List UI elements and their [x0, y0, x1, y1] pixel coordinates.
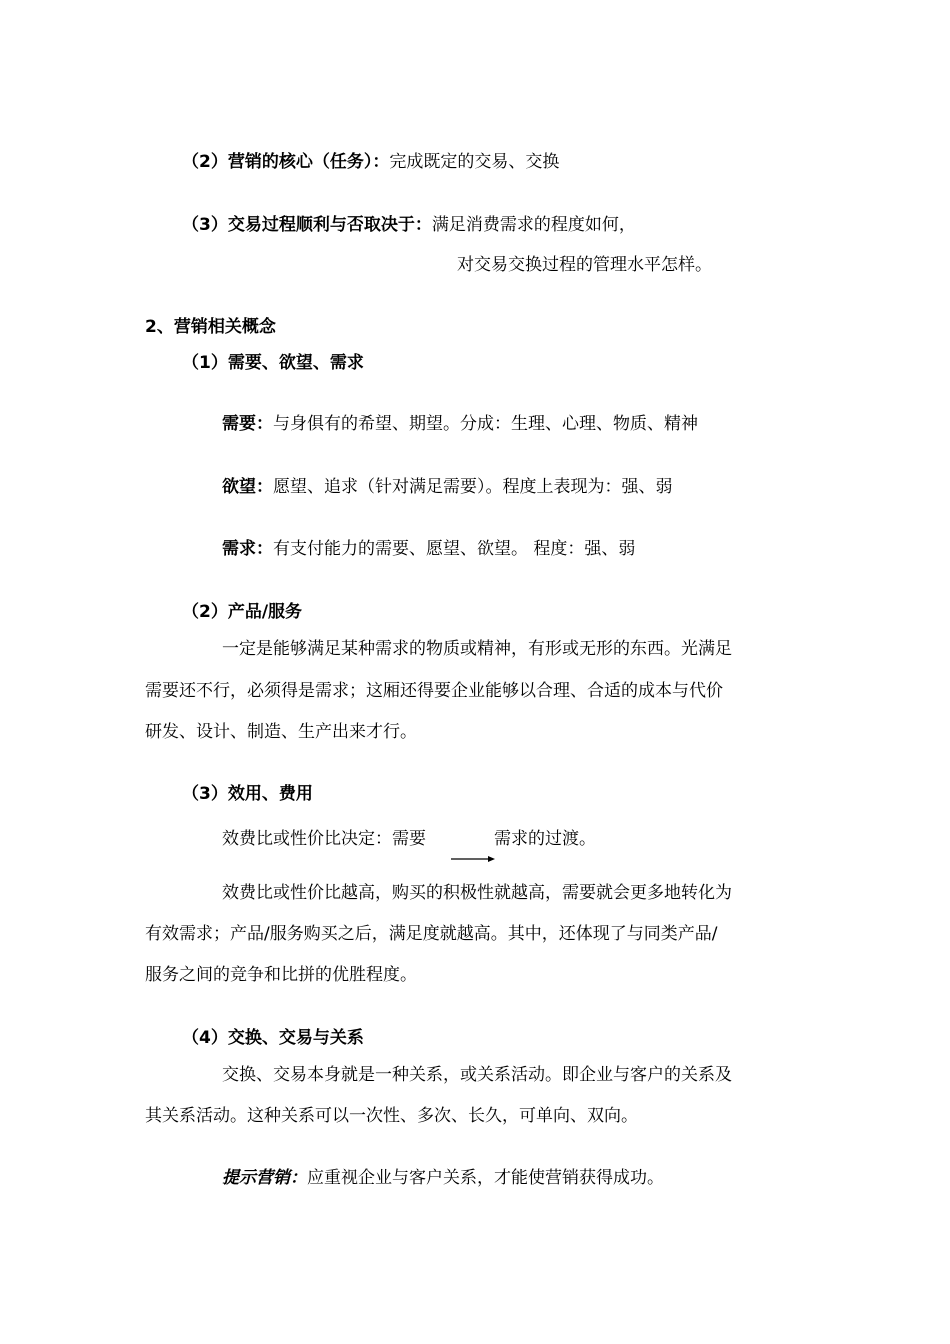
demand-term: 需求：	[222, 539, 273, 559]
sub3-para-line-2: 有效需求；产品/服务购买之后，满足度就越高。其中，还体现了与同类产品/	[145, 924, 718, 944]
item-3	[182, 213, 636, 237]
section-2-heading: 2、营销相关概念	[145, 317, 276, 337]
need-term: 需要：	[222, 414, 273, 434]
item-2-label: （2）营销的核心（任务）：	[182, 152, 390, 172]
item-2-text: 完成既定的交易、交换	[389, 152, 560, 172]
need-definition	[222, 412, 698, 436]
want-definition	[222, 475, 673, 499]
sub2-para-line-1: 一定是能够满足某种需求的物质或精神，有形或无形的东西。光满足	[222, 639, 732, 659]
hint-label: 提示营销：	[222, 1168, 307, 1188]
need-def: 与身俱有的希望、期望。分成：生理、心理、物质、精神	[273, 414, 698, 434]
sub3-flow-suffix: 需求的过渡。	[494, 829, 596, 849]
sub4-title: （4）交换、交易与关系	[182, 1028, 364, 1048]
want-term: 欲望：	[222, 477, 273, 497]
item-3-continuation: 对交易交换过程的管理水平怎样。	[457, 255, 712, 275]
sub3-flow-prefix: 效费比或性价比决定：需要	[222, 829, 426, 849]
demand-def: 有支付能力的需要、愿望、欲望。 程度：强、弱	[273, 539, 636, 559]
sub3-para-line-3: 服务之间的竞争和比拼的优胜程度。	[145, 965, 417, 985]
item-3-text: 满足消费需求的程度如何，	[431, 215, 636, 235]
sub4-para-line-2: 其关系活动。这种关系可以一次性、多次、长久，可单向、双向。	[145, 1106, 638, 1126]
hint-text: 应重视企业与客户关系，才能使营销获得成功。	[307, 1168, 664, 1188]
sub2-para-line-2: 需要还不行，必须得是需求；这厢还得要企业能够以合理、合适的成本与代价	[145, 681, 723, 701]
marketing-hint	[222, 1166, 664, 1190]
sub3-title: （3）效用、费用	[182, 784, 313, 804]
sub2-title: （2）产品/服务	[182, 602, 303, 622]
want-def: 愿望、追求（针对满足需要）。程度上表现为：强、弱	[273, 477, 673, 497]
sub3-para-line-1: 效费比或性价比越高，购买的积极性就越高，需要就会更多地转化为	[222, 883, 732, 903]
sub4-para-line-1: 交换、交易本身就是一种关系，或关系活动。即企业与客户的关系及	[222, 1065, 732, 1085]
right-arrow-icon	[451, 856, 495, 862]
demand-definition	[222, 537, 635, 561]
item-3-label: （3）交易过程顺利与否取决于：	[182, 215, 432, 235]
sub1-title: （1）需要、欲望、需求	[182, 353, 364, 373]
sub2-para-line-3: 研发、设计、制造、生产出来才行。	[145, 722, 417, 742]
item-2	[182, 150, 559, 174]
